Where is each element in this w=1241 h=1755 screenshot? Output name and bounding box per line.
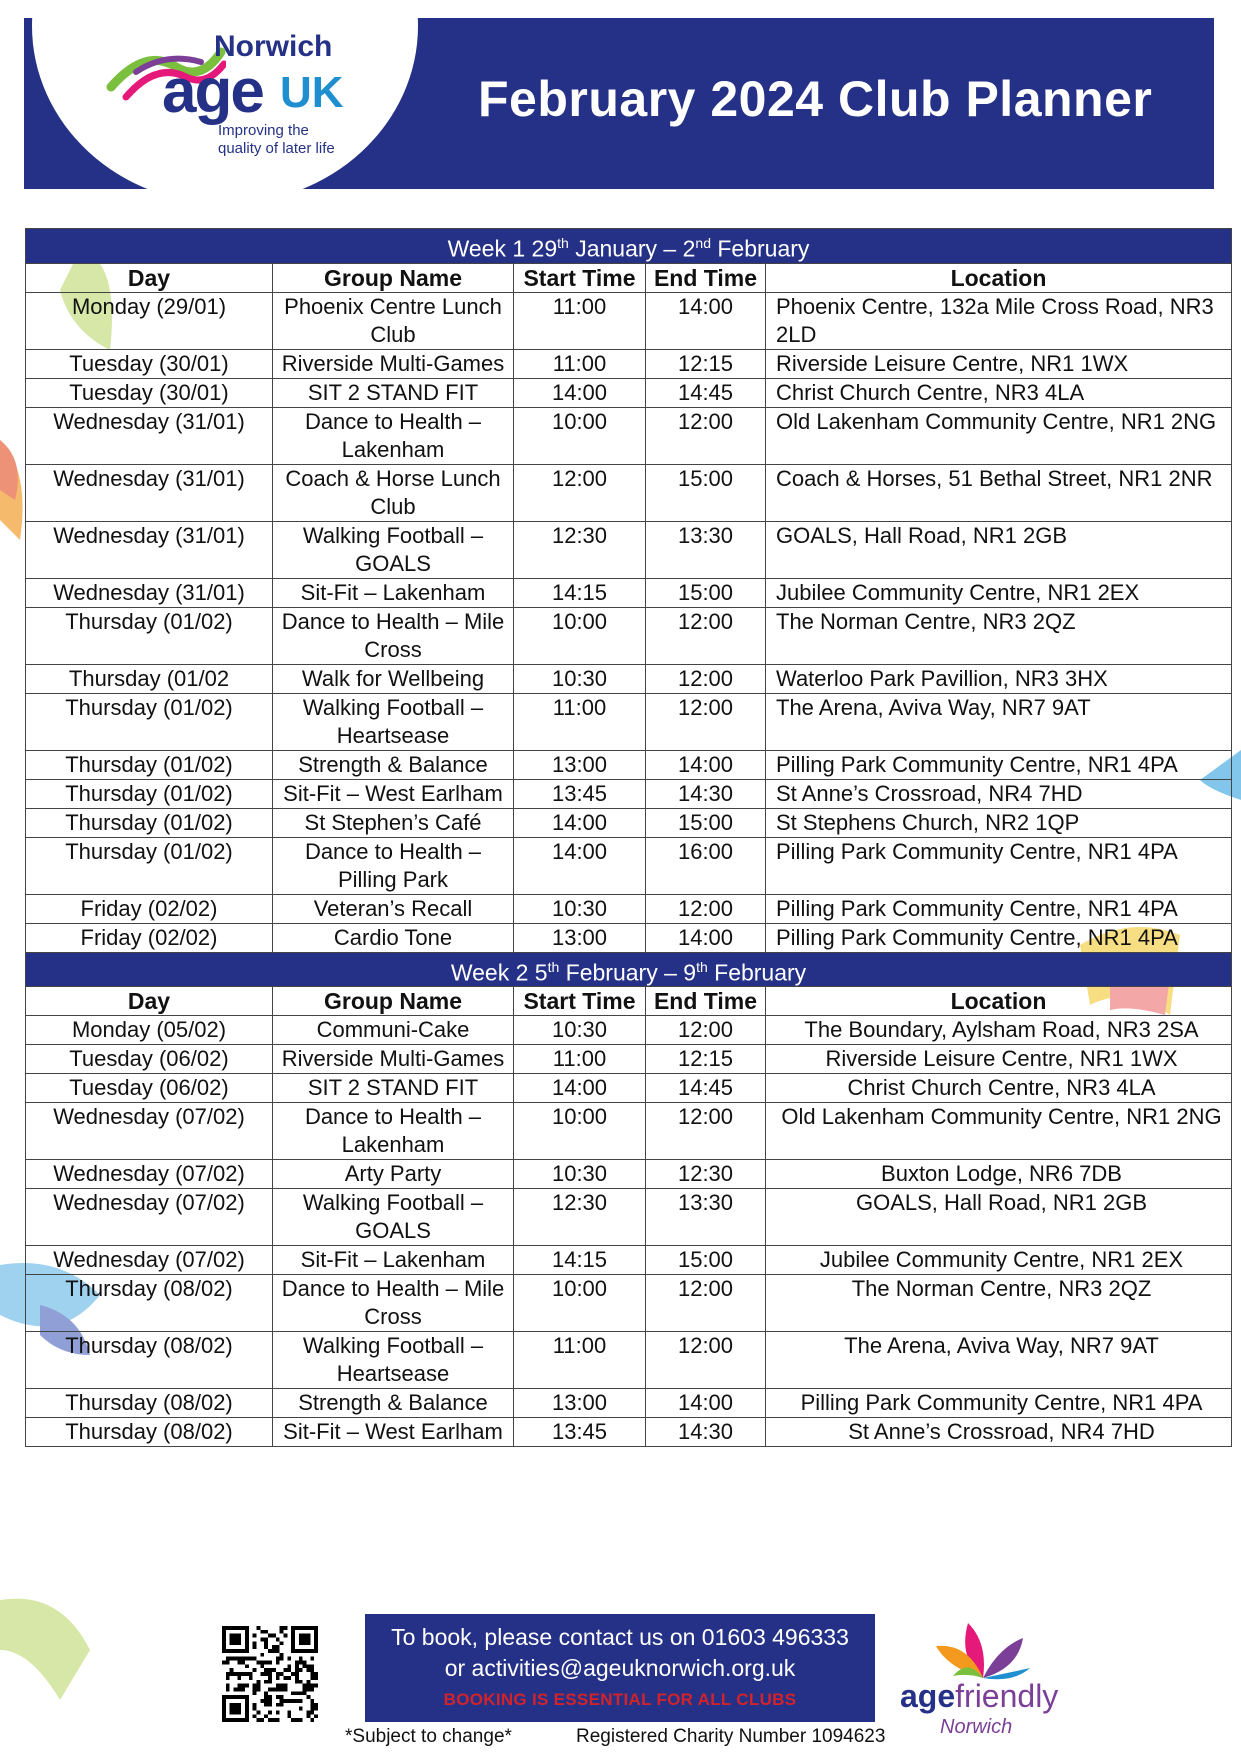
end-time-cell: 14:30 xyxy=(646,1418,766,1447)
day-cell: Thursday (08/02) xyxy=(26,1332,273,1389)
location-cell: Jubilee Community Centre, NR1 2EX xyxy=(766,578,1232,607)
week-header-row xyxy=(26,952,1232,987)
day-cell: Wednesday (07/02) xyxy=(26,1160,273,1189)
booking-contact-box xyxy=(365,1614,875,1722)
end-time-cell: 12:00 xyxy=(646,1103,766,1160)
start-time-cell: 10:30 xyxy=(514,1160,646,1189)
end-time-cell: 12:30 xyxy=(646,1160,766,1189)
day-cell: Thursday (01/02) xyxy=(26,779,273,808)
start-time-cell: 11:00 xyxy=(514,292,646,349)
group-name-cell: Cardio Tone xyxy=(273,923,514,952)
end-time-cell: 14:00 xyxy=(646,1389,766,1418)
group-name-cell: SIT 2 STAND FIT xyxy=(273,1074,514,1103)
schedule-row xyxy=(26,923,1232,952)
logo-tagline-line2: quality of later life xyxy=(218,140,335,157)
header-banner xyxy=(24,18,1214,189)
week-title-part: February xyxy=(707,959,807,986)
column-header-row xyxy=(26,263,1232,292)
location-cell: Pilling Park Community Centre, NR1 4PA xyxy=(766,923,1232,952)
schedule-row xyxy=(26,1275,1232,1332)
end-time-cell: 14:30 xyxy=(646,779,766,808)
location-cell: Christ Church Centre, NR3 4LA xyxy=(766,1074,1232,1103)
contact-email-text: or activities@ageuknorwich.org.uk xyxy=(444,1655,796,1681)
af-friendly-text: friendly xyxy=(955,1678,1059,1714)
group-name-cell: Sit-Fit – West Earlham xyxy=(273,779,514,808)
group-name-cell: Arty Party xyxy=(273,1160,514,1189)
group-name-cell: Sit-Fit – Lakenham xyxy=(273,1246,514,1275)
group-name-cell: Walking Football – GOALS xyxy=(273,1189,514,1246)
group-name-cell: Phoenix Centre Lunch Club xyxy=(273,292,514,349)
week-title-part: February – 9 xyxy=(559,959,697,986)
start-time-cell: 12:30 xyxy=(514,521,646,578)
week-title-superscript: th xyxy=(547,958,560,975)
day-cell: Tuesday (06/02) xyxy=(26,1045,273,1074)
group-name-cell: Walking Football – GOALS xyxy=(273,521,514,578)
start-time-cell: 11:00 xyxy=(514,1045,646,1074)
week-title xyxy=(26,952,1232,987)
start-time-cell: 10:30 xyxy=(514,1016,646,1045)
group-name-cell: Dance to Health – Mile Cross xyxy=(273,607,514,664)
schedule-row xyxy=(26,1045,1232,1074)
start-time-cell: 14:00 xyxy=(514,1074,646,1103)
week-title-superscript: th xyxy=(696,958,708,975)
end-time-cell: 12:00 xyxy=(646,1016,766,1045)
location-cell: Old Lakenham Community Centre, NR1 2NG xyxy=(766,1103,1232,1160)
day-cell: Tuesday (30/01) xyxy=(26,378,273,407)
day-cell: Thursday (01/02 xyxy=(26,664,273,693)
week-title-part: Week 2 5 xyxy=(450,959,548,986)
schedule-row xyxy=(26,1103,1232,1160)
schedule-row xyxy=(26,464,1232,521)
day-cell: Wednesday (07/02) xyxy=(26,1103,273,1160)
group-name-cell: Veteran’s Recall xyxy=(273,894,514,923)
location-cell: Waterloo Park Pavillion, NR3 3HX xyxy=(766,664,1232,693)
end-time-cell: 14:00 xyxy=(646,750,766,779)
logo-uk-text: UK xyxy=(280,68,344,117)
column-header: Day xyxy=(26,263,273,292)
group-name-cell: Strength & Balance xyxy=(273,750,514,779)
day-cell: Friday (02/02) xyxy=(26,894,273,923)
start-time-cell: 11:00 xyxy=(514,693,646,750)
schedule-row xyxy=(26,578,1232,607)
group-name-cell: Riverside Multi-Games xyxy=(273,349,514,378)
day-cell: Wednesday (31/01) xyxy=(26,464,273,521)
start-time-cell: 10:00 xyxy=(514,607,646,664)
week-header-row xyxy=(26,229,1232,264)
location-cell: Christ Church Centre, NR3 4LA xyxy=(766,378,1232,407)
end-time-cell: 15:00 xyxy=(646,1246,766,1275)
day-cell: Thursday (01/02) xyxy=(26,837,273,894)
location-cell: Pilling Park Community Centre, NR1 4PA xyxy=(766,837,1232,894)
end-time-cell: 14:45 xyxy=(646,378,766,407)
day-cell: Wednesday (07/02) xyxy=(26,1246,273,1275)
column-header: Start Time xyxy=(514,263,646,292)
schedule-row xyxy=(26,808,1232,837)
week-title-superscript: th xyxy=(557,235,569,251)
start-time-cell: 14:15 xyxy=(514,578,646,607)
group-name-cell: Walk for Wellbeing xyxy=(273,664,514,693)
location-cell: The Norman Centre, NR3 2QZ xyxy=(766,1275,1232,1332)
start-time-cell: 13:45 xyxy=(514,779,646,808)
end-time-cell: 15:00 xyxy=(646,464,766,521)
group-name-cell: Coach & Horse Lunch Club xyxy=(273,464,514,521)
schedule-row xyxy=(26,693,1232,750)
location-cell: Phoenix Centre, 132a Mile Cross Road, NR3 2LD xyxy=(766,292,1232,349)
location-cell: The Boundary, Aylsham Road, NR3 2SA xyxy=(766,1016,1232,1045)
location-cell: Pilling Park Community Centre, NR1 4PA xyxy=(766,750,1232,779)
week-title xyxy=(26,229,1232,264)
start-time-cell: 10:00 xyxy=(514,1103,646,1160)
schedule-row xyxy=(26,607,1232,664)
day-cell: Wednesday (07/02) xyxy=(26,1189,273,1246)
day-cell: Thursday (08/02) xyxy=(26,1275,273,1332)
location-cell: The Arena, Aviva Way, NR7 9AT xyxy=(766,693,1232,750)
day-cell: Friday (02/02) xyxy=(26,923,273,952)
location-cell: Old Lakenham Community Centre, NR1 2NG xyxy=(766,407,1232,464)
week-title-part: January – 2 xyxy=(568,235,696,262)
logo-tagline-line1: Improving the xyxy=(218,122,309,139)
location-cell: Pilling Park Community Centre, NR1 4PA xyxy=(766,1389,1232,1418)
day-cell: Tuesday (06/02) xyxy=(26,1074,273,1103)
page-title: February 2024 Club Planner xyxy=(478,71,1153,127)
logo-tagline xyxy=(218,122,335,158)
group-name-cell: Walking Football – Heartsease xyxy=(273,693,514,750)
schedule-row xyxy=(26,1074,1232,1103)
day-cell: Thursday (08/02) xyxy=(26,1389,273,1418)
group-name-cell: Dance to Health – Lakenham xyxy=(273,1103,514,1160)
location-cell: Coach & Horses, 51 Bethal Street, NR1 2NR xyxy=(766,464,1232,521)
location-cell: GOALS, Hall Road, NR1 2GB xyxy=(766,1189,1232,1246)
start-time-cell: 10:30 xyxy=(514,664,646,693)
day-cell: Thursday (08/02) xyxy=(26,1418,273,1447)
day-cell: Thursday (01/02) xyxy=(26,808,273,837)
group-name-cell: Riverside Multi-Games xyxy=(273,1045,514,1074)
end-time-cell: 12:00 xyxy=(646,664,766,693)
end-time-cell: 13:30 xyxy=(646,1189,766,1246)
end-time-cell: 15:00 xyxy=(646,578,766,607)
end-time-cell: 14:45 xyxy=(646,1074,766,1103)
group-name-cell: St Stephen’s Café xyxy=(273,808,514,837)
location-cell: St Stephens Church, NR2 1QP xyxy=(766,808,1232,837)
location-cell: The Norman Centre, NR3 2QZ xyxy=(766,607,1232,664)
column-header: Location xyxy=(766,987,1232,1016)
end-time-cell: 13:30 xyxy=(646,521,766,578)
start-time-cell: 13:45 xyxy=(514,1418,646,1447)
start-time-cell: 10:00 xyxy=(514,1275,646,1332)
group-name-cell: Dance to Health – Lakenham xyxy=(273,407,514,464)
week-title-part: Week 1 29 xyxy=(447,235,558,262)
schedule-row xyxy=(26,1160,1232,1189)
end-time-cell: 14:00 xyxy=(646,923,766,952)
schedule-row xyxy=(26,779,1232,808)
logo-norwich-text: Norwich xyxy=(214,30,333,63)
schedule-row xyxy=(26,1246,1232,1275)
end-time-cell: 12:00 xyxy=(646,693,766,750)
start-time-cell: 14:00 xyxy=(514,378,646,407)
schedule-row xyxy=(26,1189,1232,1246)
group-name-cell: SIT 2 STAND FIT xyxy=(273,378,514,407)
end-time-cell: 14:00 xyxy=(646,292,766,349)
start-time-cell: 13:00 xyxy=(514,750,646,779)
start-time-cell: 13:00 xyxy=(514,923,646,952)
day-cell: Wednesday (31/01) xyxy=(26,521,273,578)
schedule-row xyxy=(26,664,1232,693)
day-cell: Wednesday (31/01) xyxy=(26,407,273,464)
age-uk-norwich-logo xyxy=(94,22,374,172)
qr-code-icon xyxy=(222,1626,318,1722)
day-cell: Wednesday (31/01) xyxy=(26,578,273,607)
start-time-cell: 11:00 xyxy=(514,349,646,378)
end-time-cell: 16:00 xyxy=(646,837,766,894)
group-name-cell: Dance to Health – Mile Cross xyxy=(273,1275,514,1332)
logo-age-text: age xyxy=(162,57,263,126)
start-time-cell: 14:00 xyxy=(514,837,646,894)
end-time-cell: 12:15 xyxy=(646,1045,766,1074)
column-header: End Time xyxy=(646,263,766,292)
location-cell: The Arena, Aviva Way, NR7 9AT xyxy=(766,1332,1232,1389)
column-header: Day xyxy=(26,987,273,1016)
day-cell: Monday (05/02) xyxy=(26,1016,273,1045)
schedule-row xyxy=(26,292,1232,349)
location-cell: Buxton Lodge, NR6 7DB xyxy=(766,1160,1232,1189)
column-header: Start Time xyxy=(514,987,646,1016)
week-title-part: February xyxy=(710,235,810,262)
end-time-cell: 12:00 xyxy=(646,894,766,923)
day-cell: Thursday (01/02) xyxy=(26,750,273,779)
day-cell: Monday (29/01) xyxy=(26,292,273,349)
schedule-row xyxy=(26,894,1232,923)
end-time-cell: 15:00 xyxy=(646,808,766,837)
day-cell: Tuesday (30/01) xyxy=(26,349,273,378)
start-time-cell: 10:30 xyxy=(514,894,646,923)
column-header: End Time xyxy=(646,987,766,1016)
subject-to-change-note: *Subject to change* xyxy=(345,1726,512,1747)
end-time-cell: 12:00 xyxy=(646,1332,766,1389)
booking-warning: BOOKING IS ESSENTIAL FOR ALL CLUBS xyxy=(443,1690,797,1709)
location-cell: Pilling Park Community Centre, NR1 4PA xyxy=(766,894,1232,923)
schedule-row xyxy=(26,1418,1232,1447)
schedule-row xyxy=(26,1389,1232,1418)
end-time-cell: 12:00 xyxy=(646,407,766,464)
flower-petals-icon xyxy=(928,1618,1038,1680)
location-cell: Riverside Leisure Centre, NR1 1WX xyxy=(766,1045,1232,1074)
location-cell: Jubilee Community Centre, NR1 2EX xyxy=(766,1246,1232,1275)
group-name-cell: Sit-Fit – Lakenham xyxy=(273,578,514,607)
schedule-row xyxy=(26,750,1232,779)
start-time-cell: 13:00 xyxy=(514,1389,646,1418)
day-cell: Thursday (01/02) xyxy=(26,693,273,750)
schedule-row xyxy=(26,837,1232,894)
start-time-cell: 14:00 xyxy=(514,808,646,837)
start-time-cell: 11:00 xyxy=(514,1332,646,1389)
column-header: Location xyxy=(766,263,1232,292)
confetti-decoration xyxy=(0,1590,100,1700)
af-norwich-text: Norwich xyxy=(940,1716,1013,1738)
start-time-cell: 12:00 xyxy=(514,464,646,521)
end-time-cell: 12:00 xyxy=(646,1275,766,1332)
age-friendly-text xyxy=(900,1678,1058,1715)
schedule-body xyxy=(26,229,1232,1447)
end-time-cell: 12:00 xyxy=(646,607,766,664)
club-schedule-table xyxy=(25,228,1232,1447)
day-cell: Thursday (01/02) xyxy=(26,607,273,664)
contact-phone-text: To book, please contact us on 01603 496333 xyxy=(391,1624,849,1650)
column-header: Group Name xyxy=(273,263,514,292)
group-name-cell: Walking Football – Heartsease xyxy=(273,1332,514,1389)
week-title-superscript: nd xyxy=(695,235,711,251)
location-cell: Riverside Leisure Centre, NR1 1WX xyxy=(766,349,1232,378)
age-friendly-norwich-logo xyxy=(898,1618,1068,1738)
schedule-row xyxy=(26,407,1232,464)
column-header: Group Name xyxy=(273,987,514,1016)
start-time-cell: 12:30 xyxy=(514,1189,646,1246)
schedule-row xyxy=(26,378,1232,407)
end-time-cell: 12:15 xyxy=(646,349,766,378)
af-age-text: age xyxy=(900,1678,956,1714)
location-cell: St Anne’s Crossroad, NR4 7HD xyxy=(766,1418,1232,1447)
location-cell: St Anne’s Crossroad, NR4 7HD xyxy=(766,779,1232,808)
schedule-row xyxy=(26,349,1232,378)
group-name-cell: Communi-Cake xyxy=(273,1016,514,1045)
schedule-row xyxy=(26,1332,1232,1389)
group-name-cell: Sit-Fit – West Earlham xyxy=(273,1418,514,1447)
start-time-cell: 14:15 xyxy=(514,1246,646,1275)
schedule-row xyxy=(26,1016,1232,1045)
schedule-row xyxy=(26,521,1232,578)
start-time-cell: 10:00 xyxy=(514,407,646,464)
location-cell: GOALS, Hall Road, NR1 2GB xyxy=(766,521,1232,578)
charity-number: Registered Charity Number 1094623 xyxy=(576,1726,886,1747)
group-name-cell: Dance to Health – Pilling Park xyxy=(273,837,514,894)
column-header-row xyxy=(26,987,1232,1016)
group-name-cell: Strength & Balance xyxy=(273,1389,514,1418)
